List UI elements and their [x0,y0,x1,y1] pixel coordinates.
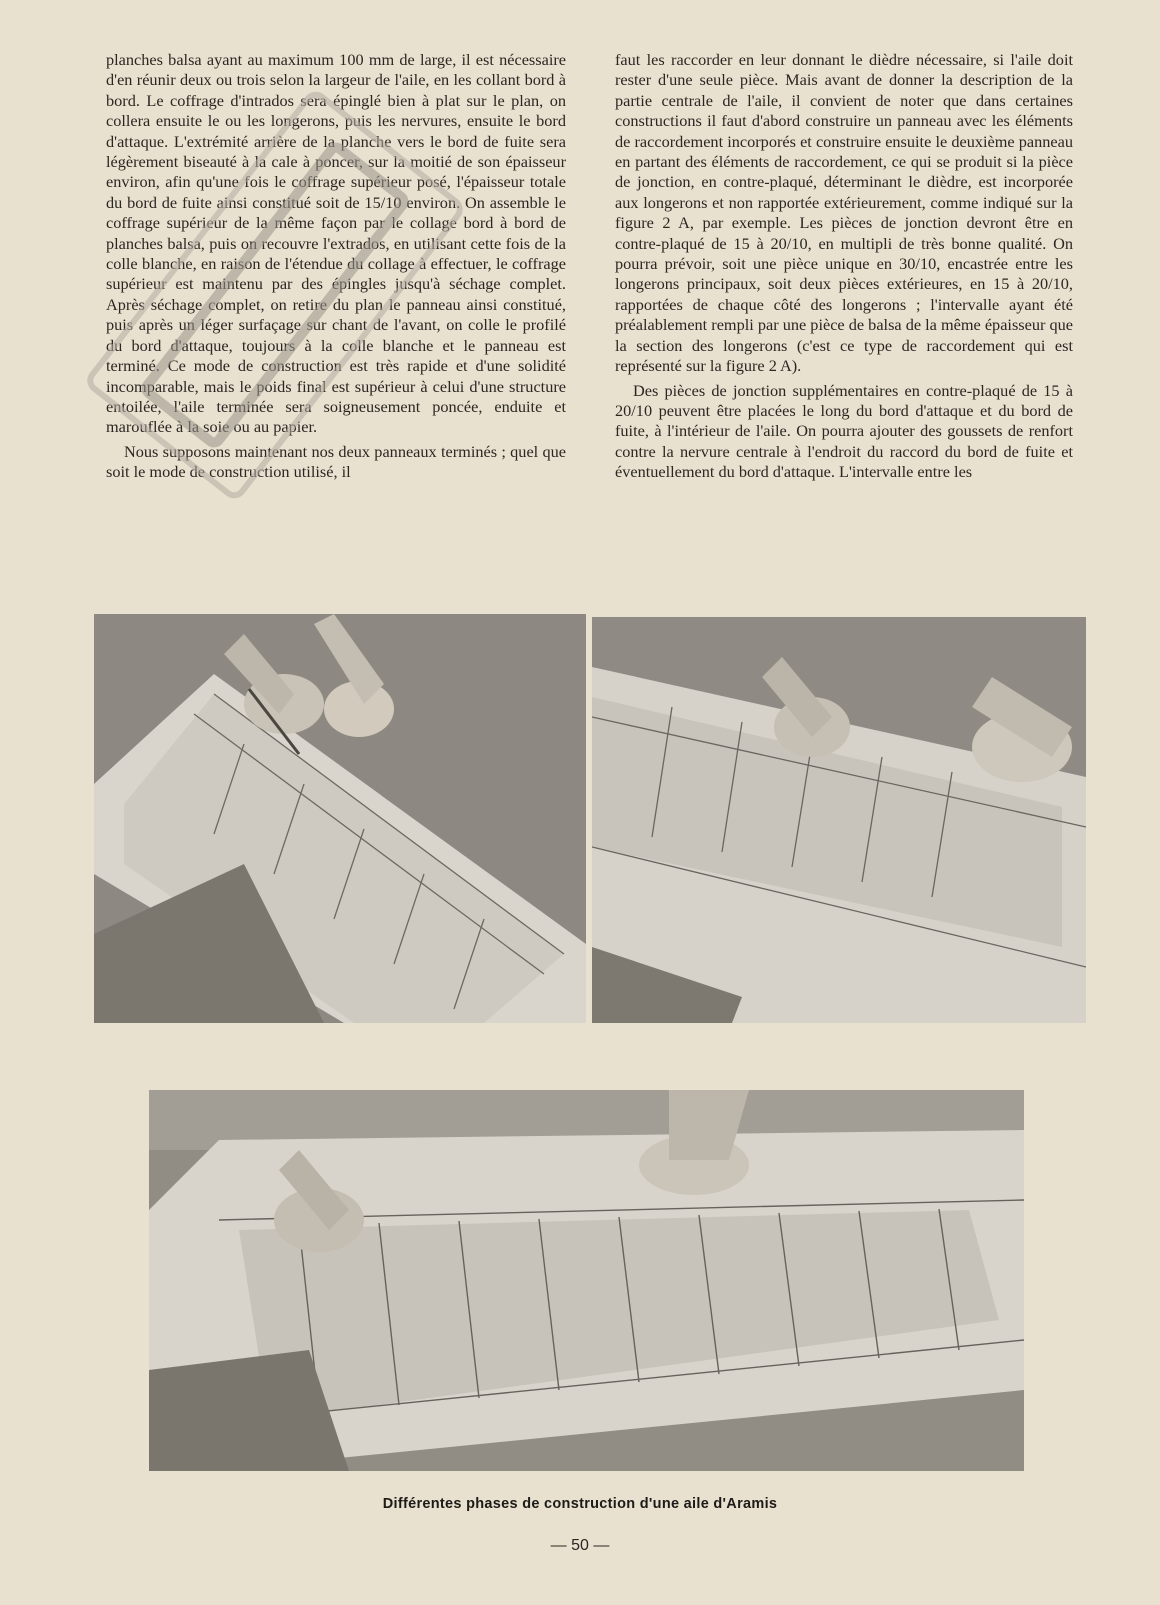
right-paragraph-1: faut les raccorder en leur donnant le dièdre nécessaire, si l'aile doit rester d'une seule pièce. Mais avant de donner la description de la partie centrale de l'aile, il convient de noter que dans certaines constructions il faut d'abord construire un panneau avec les éléments de raccordement incorporés et construire ensuite le deuxième panneau en partant des éléments de raccordement, ce qui se produit si la pièce de jonction, en contre-plaqué, déterminant le dièdre, est incorporée aux longerons et non rapportée extérieurement, comme indiqué sur la figure 2 A, par exemple. Les pièces de jonction devront être en contre-plaqué de 15 à 20/10, en multipli de très bonne qualité. On pourra prévoir, soit une pièce unique en 30/10, encastrée entre les longerons principaux, soit deux pièces extérieures, en 15 à 20/10, rapportées de chaque côté des longerons ; l'intervalle ayant été préalablement rempli par une pièce de balsa de la même épaisseur que la section des longerons (c'est ce type de raccordement qui est représenté sur la figure 2 A). [615,50,1073,376]
photo-wing-assembly [149,1090,1024,1471]
left-paragraph-2: Nous supposons maintenant nos deux panneaux terminés ; quel que soit le mode de construction utilisé, il [106,441,566,482]
photo-wing-planking [94,614,586,1023]
left-column [106,50,566,483]
right-column [615,50,1073,483]
right-paragraph-2: Des pièces de jonction supplémentaires en contre-plaqué de 15 à 20/10 peuvent être placées le long du bord d'attaque et du bord de fuite, à l'intérieur de l'aile. On pourra ajouter des goussets de renfort contre la nervure centrale à l'endroit du raccord du bord de fuite et éventuellement du bord d'attaque. L'intervalle entre les [615,380,1073,482]
photo-wing-ribs [592,617,1086,1023]
figure-caption: Différentes phases de construction d'une aile d'Aramis [382,1496,778,1512]
page-number: — 50 — [550,1537,610,1554]
left-paragraph-1: planches balsa ayant au maximum 100 mm de large, il est nécessaire d'en réunir deux ou trois selon la largeur de l'aile, en les collant bord à bord. Le coffrage d'intrados sera épinglé bien à plat sur le plan, on collera ensuite le ou les longerons, puis les nervures, ensuite le bord d'attaque. L'extrémité arrière de la planche vers le bord de fuite sera légèrement biseauté à la cale à poncer, sur la moitié de son épaisseur environ, afin qu'une fois le coffrage supérieur posé, l'épaisseur totale du bord de fuite ainsi constitué soit de 15/10 environ. On assemble le coffrage supérieur de la même façon par le collage bord à bord de planches balsa, puis on recouvre l'extrados, en utilisant cette fois de la colle blanche, en raison de l'étendue du collage à effectuer, le coffrage supérieur est maintenu par des épingles jusqu'à séchage complet. Après séchage complet, on retire du plan le panneau ainsi constitué, puis après un léger surfaçage sur chant de l'avant, on colle le profilé du bord d'attaque, toujours à la colle blanche et le panneau est terminé. Ce mode de construction est très rapide et d'une solidité incomparable, mais le poids final est supérieur à celui d'une structure entoilée, l'aile terminée sera soigneusement poncée, enduite et marouflée à la soie ou au papier. [106,50,566,437]
